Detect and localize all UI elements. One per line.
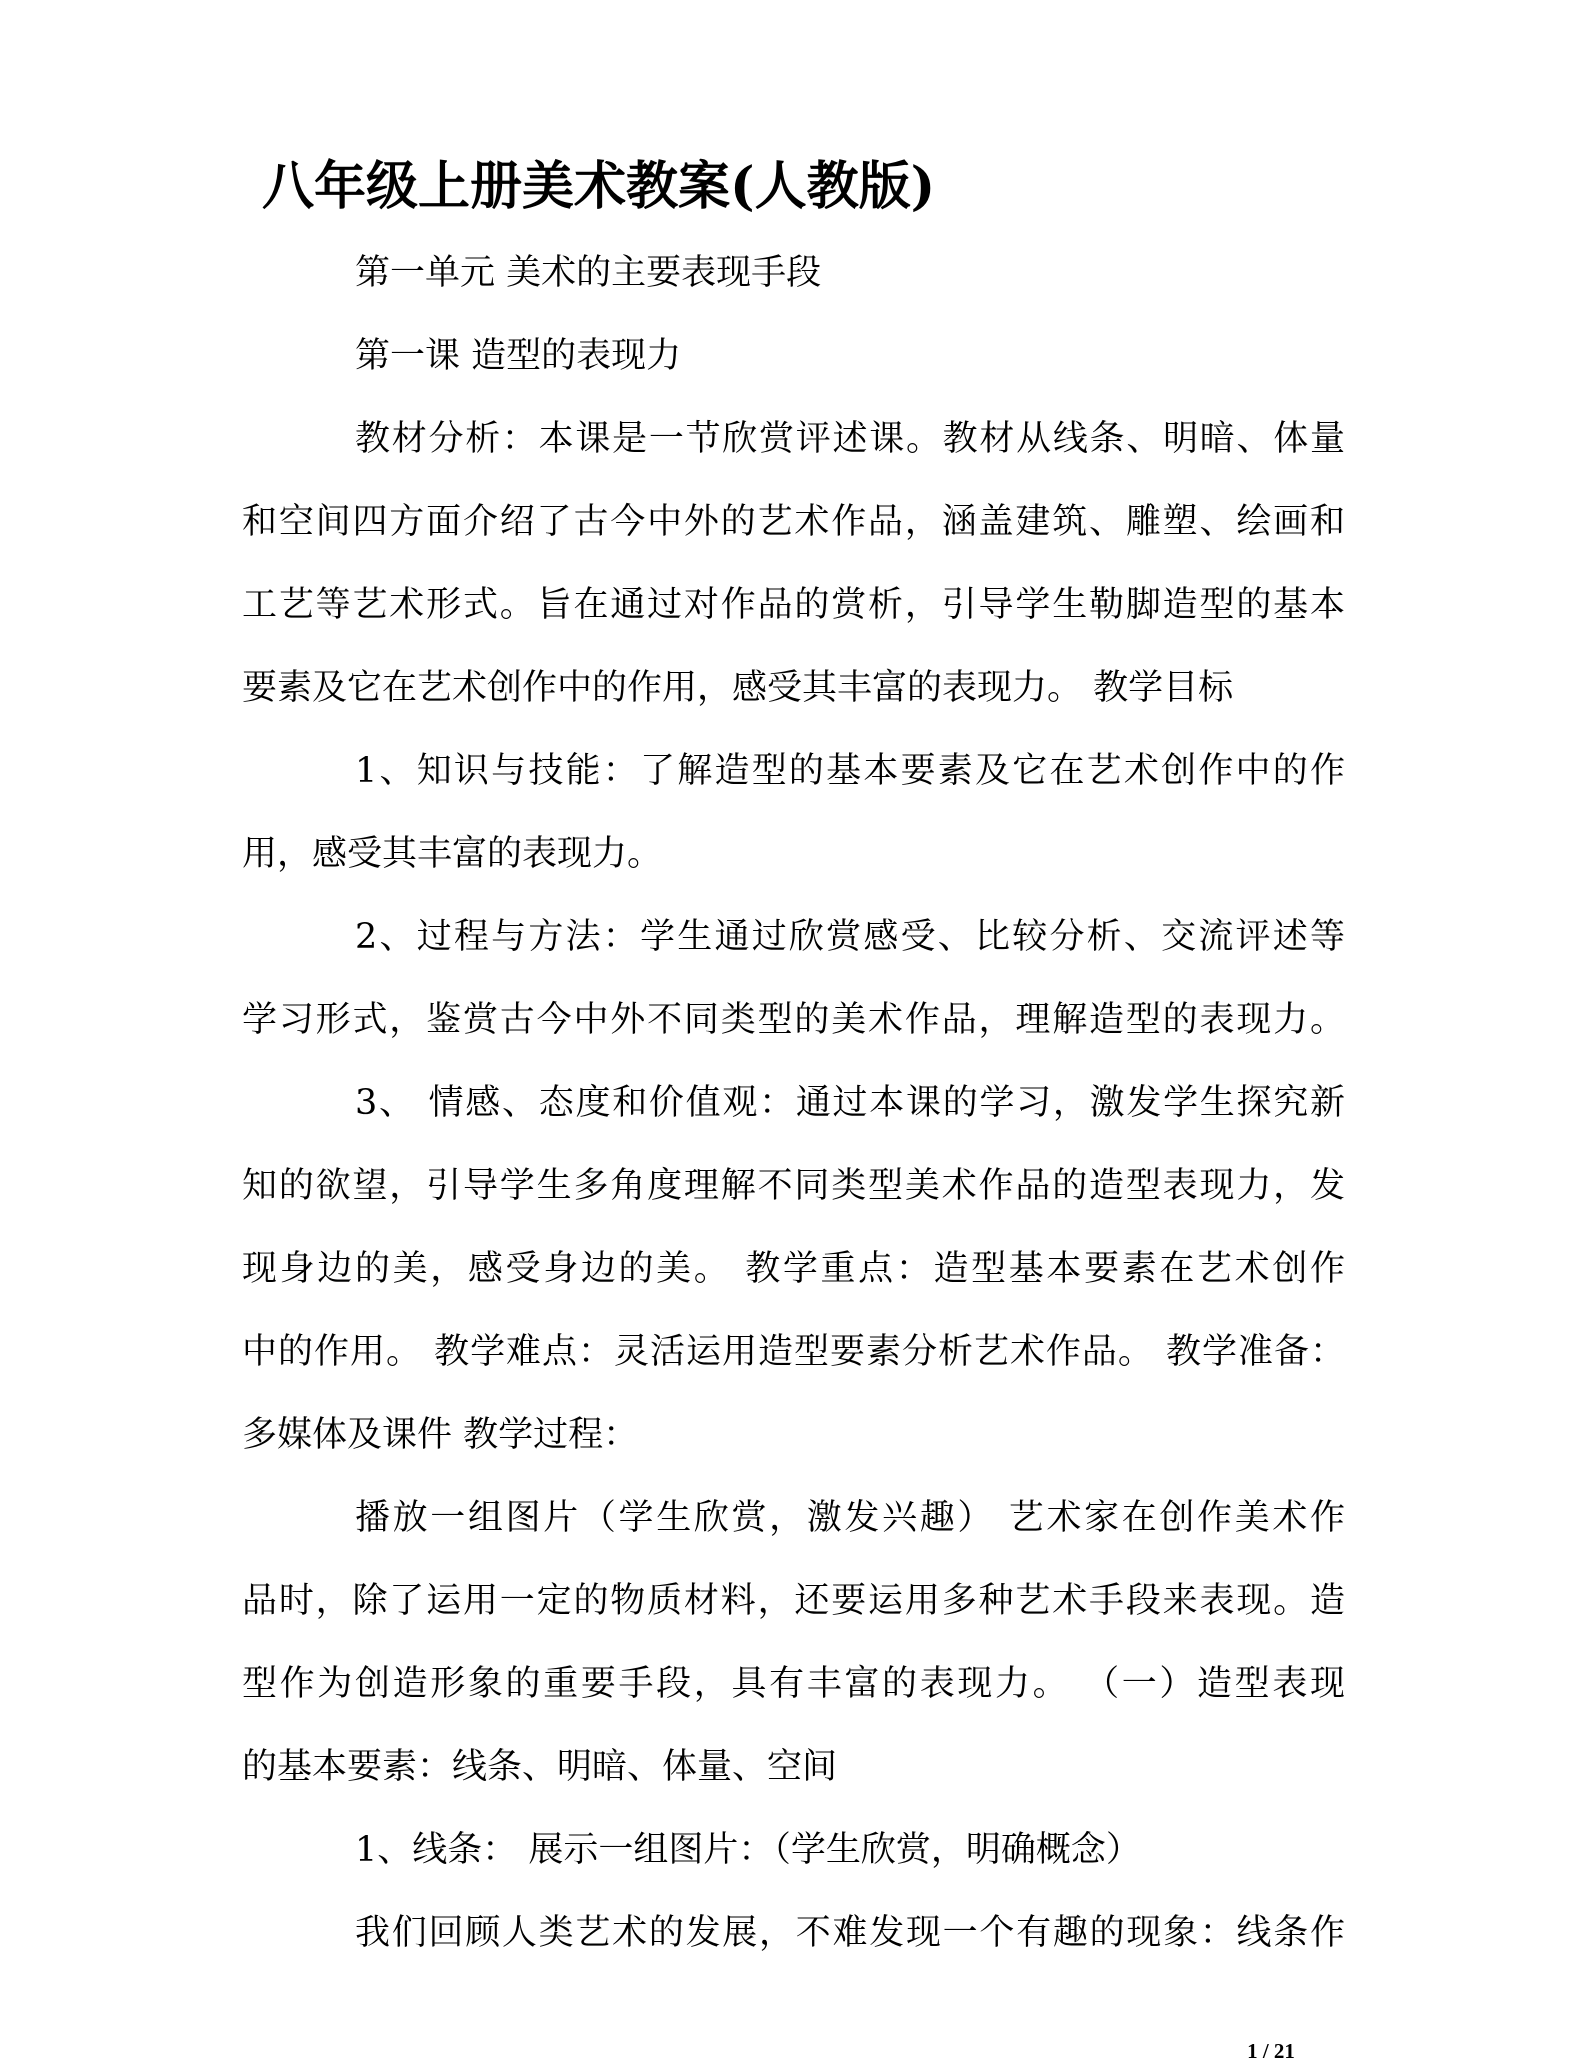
paragraph-line: 和空间四方面介绍了古今中外的艺术作品，涵盖建筑、雕塑、绘画和: [242, 502, 1345, 542]
paragraph-line: 学习形式，鉴赏古今中外不同类型的美术作品，理解造型的表现力。: [242, 1000, 1345, 1040]
document-title: 八年级上册美术教案(人教版): [262, 156, 936, 217]
paragraph-line: 我们回顾人类艺术的发展，不难发现一个有趣的现象：线条作: [355, 1913, 1345, 1953]
paragraph-line: 要素及它在艺术创作中的作用，感受其丰富的表现力。 教学目标: [242, 668, 1234, 708]
paragraph-line: 1、知识与技能：了解造型的基本要素及它在艺术创作中的作: [355, 751, 1345, 791]
paragraph-line: 播放一组图片（学生欣赏，激发兴趣） 艺术家在创作美术作: [355, 1498, 1345, 1538]
paragraph-line: 教材分析：本课是一节欣赏评述课。教材从线条、明暗、体量: [355, 419, 1345, 459]
paragraph-line: 工艺等艺术形式。旨在通过对作品的赏析，引导学生勒脚造型的基本: [242, 585, 1345, 625]
paragraph-line: 型作为创造形象的重要手段，具有丰富的表现力。 （一）造型表现: [242, 1664, 1345, 1704]
paragraph-line: 多媒体及课件 教学过程：: [242, 1415, 639, 1455]
paragraph-line: 3、 情感、态度和价值观：通过本课的学习，激发学生探究新: [355, 1083, 1345, 1123]
paragraph-line: 中的作用。 教学难点：灵活运用造型要素分析艺术作品。 教学准备：: [242, 1332, 1345, 1372]
paragraph-line: 的基本要素：线条、明暗、体量、空间: [242, 1747, 838, 1787]
paragraph-line: 现身边的美，感受身边的美。 教学重点：造型基本要素在艺术创作: [242, 1249, 1345, 1289]
paragraph-line: 用，感受其丰富的表现力。: [242, 834, 663, 874]
lesson-heading: 第一课 造型的表现力: [355, 336, 682, 376]
paragraph-line: 知的欲望，引导学生多角度理解不同类型美术作品的造型表现力，发: [242, 1166, 1345, 1206]
unit-heading: 第一单元 美术的主要表现手段: [355, 253, 822, 293]
paragraph-line: 品时，除了运用一定的物质材料，还要运用多种艺术手段来表现。造: [242, 1581, 1345, 1621]
paragraph-line: 2、过程与方法：学生通过欣赏感受、比较分析、交流评述等: [355, 917, 1345, 957]
page-number-indicator: 1 / 21: [1247, 2039, 1295, 2063]
paragraph-line: 1、线条： 展示一组图片：（学生欣赏，明确概念）: [355, 1830, 1141, 1870]
